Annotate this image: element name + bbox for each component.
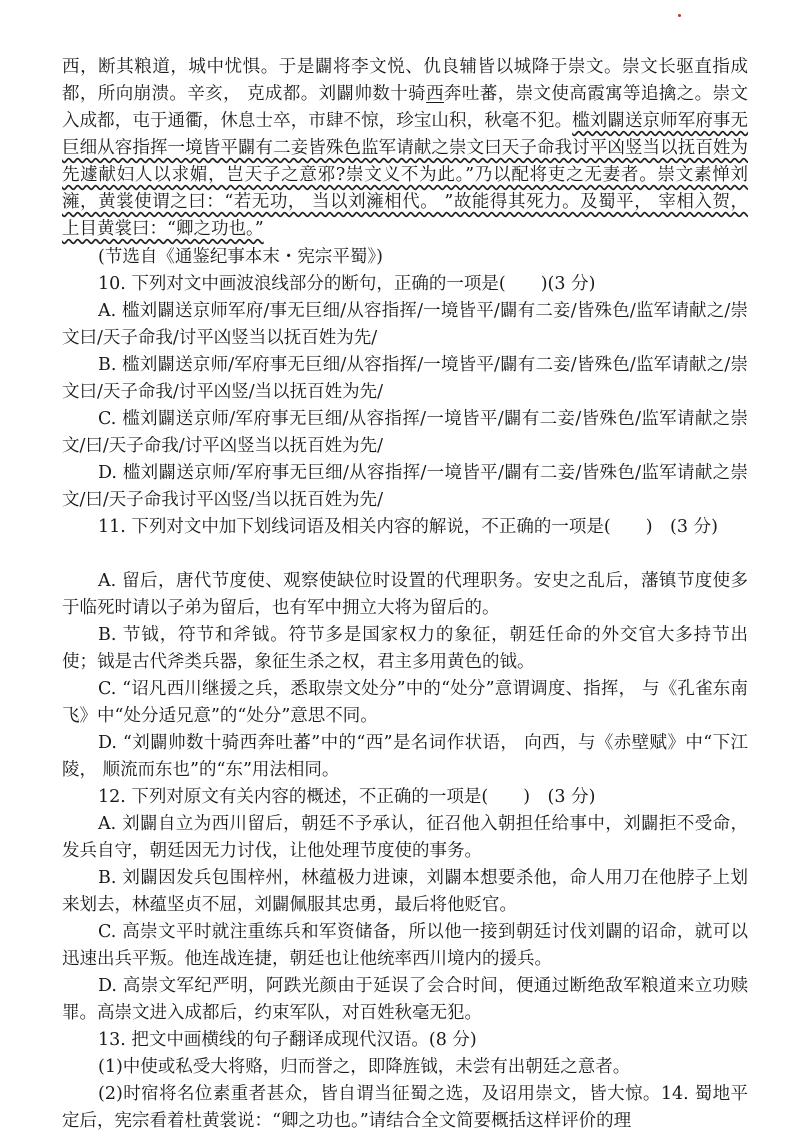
- red-mark: [678, 14, 681, 17]
- q11-option-d: D. “刘闢帅数十骑西奔吐蕃”中的“西”是名词作状语， 向西，与《赤壁赋》中“下江陵， 顺流而东也”的“东”用法相同。: [62, 733, 748, 780]
- q10-option-a: A. 槛刘闢送京师军府/事无巨细/从容指挥/一境皆平/闢有二妾/皆殊色/监军请献之/崇文曰/天子命我/讨平凶竖当以抚百姓为先/: [62, 301, 748, 348]
- q10-option-b: B. 槛刘闢送京师/军府事无巨细/从容指挥/一境皆平/闢有二妾/皆殊色/监军请献之/崇文曰/天子命我/讨平凶竖/当以抚百姓为先/: [62, 355, 748, 402]
- q12-stem: 12. 下列对原文有关内容的概述，不正确的一项是( ) (3 分): [98, 787, 596, 807]
- q10-option-c: C. 槛刘闢送京师/军府事无巨细/从容指挥/一境皆平/闢有二妾/皆殊色/监军请献之崇文/曰/天子命我/讨平凶竖当以抚百姓为先/: [62, 409, 748, 456]
- passage-text-2: 奔吐蕃，崇文使高霞寓等追擒之。崇文入成都，屯于通衢，休息士卒，市肆不惊，珍宝山积，秋毫不犯。: [62, 84, 748, 131]
- wavy-underlined-sentence: 槛刘闢送京师军府事无巨细从容指挥一境皆平闢有二妾皆殊色监军请献之崇文曰天子命我讨平凶竖当以抚百姓为先遽献妇人以求媚，岂天子之意邪?崇文义不为此。”乃以配将吏之无妻者。崇文素惮刘澭，黄裳使谓之曰：“若无功， 当以刘澭相代。 ”故能得其死力。及蜀平， 宰相入贺， 上目黄裳曰：“卿之功也。”: [62, 111, 749, 239]
- q11-option-c: C. “诏凡西川继援之兵，悉取崇文处分”中的“处分”意谓调度、指挥， 与《孔雀东南飞》中“处分适兄意”的“处分”意思不同。: [62, 679, 748, 726]
- q13-stem: 13. 把文中画横线的句子翻译成现代汉语。(8 分): [98, 1030, 477, 1050]
- q11-option-b: B. 节钺，符节和斧钺。符节多是国家权力的象征，朝廷任命的外交官大多持节出使；钺是古代斧类兵器，象征生杀之权，君主多用黄色的钺。: [62, 625, 748, 672]
- q12-option-d: D. 高崇文军纪严明，阿跌光颜由于延误了会合时间，便通过断绝敌军粮道来立功赎罪。高崇文进入成都后，约束军队，对百姓秋毫无犯。: [62, 976, 748, 1023]
- passage-text-1: 西，断其粮道，城中忧惧。于是闢将李文悦、仇良辅皆以城降于崇文。崇文长驱直指成都，所向崩溃。辛亥， 克成都。刘闢帅数十骑: [62, 57, 748, 104]
- q11-option-a: A. 留后，唐代节度使、观察使缺位时设置的代理职务。安史之乱后，藩镇节度使多于临死时请以子弟为留后，也有军中拥立大将为留后的。: [62, 571, 748, 618]
- q13-sentence-2: (2)时宿将名位素重者甚众，皆自谓当征蜀之选，及诏用崇文，皆大惊。14. 蜀地平定后，宪宗看着杜黄裳说：“卿之功也。”请结合全文简要概括这样评价的理: [62, 1084, 748, 1131]
- passage-source: (节选自《通鉴纪事本末・宪宗平蜀》): [98, 247, 383, 267]
- q13-sentence-1: (1)中使或私受大将赂，归而誉之，即降旌钺，未尝有出朝廷之意者。: [98, 1057, 631, 1077]
- passage-paragraph: [62, 54, 748, 243]
- q11-stem: 11. 下列对文中加下划线词语及相关内容的解说，不正确的一项是( ) (3 分): [98, 517, 718, 537]
- q10-option-d: D. 槛刘闢送京师/军府事无巨细/从容指挥/一境皆平/闢有二妾/皆殊色/监军请献之崇文/曰/天子命我讨平凶竖/当以抚百姓为先/: [62, 463, 748, 510]
- q12-option-a: A. 刘闢自立为西川留后，朝廷不予承认，征召他入朝担任给事中，刘闢拒不受命，发兵自守，朝廷因无力讨伐，让他处理节度使的事务。: [62, 814, 748, 861]
- underlined-word-west: 西: [426, 84, 444, 104]
- q12-option-b: B. 刘闢因发兵包围梓州，林蕴极力进谏，刘闢本想要杀他，命人用刀在他脖子上划来划去，林蕴坚贞不屈，刘闢佩服其忠勇，最后将他贬官。: [62, 868, 748, 915]
- q12-option-c: C. 高崇文平时就注重练兵和军资储备，所以他一接到朝廷讨伐刘闢的诏命，就可以迅速出兵平叛。他连战连捷，朝廷也让他统率西川境内的援兵。: [62, 922, 748, 969]
- q10-stem: 10. 下列对文中画波浪线部分的断句，正确的一项是( )(3 分): [98, 274, 596, 294]
